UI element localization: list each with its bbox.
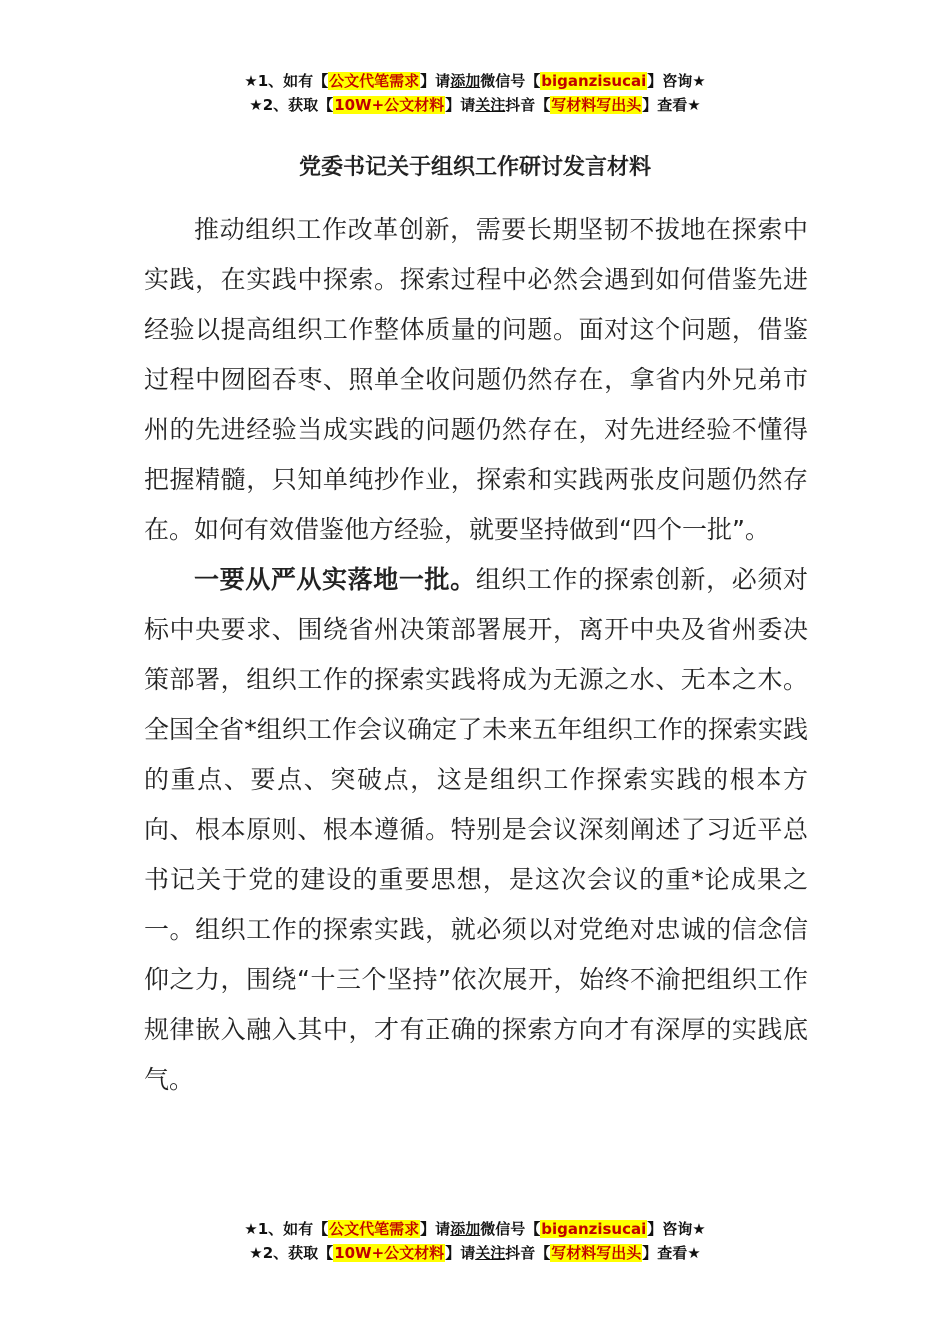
- banner-text: ★2、获取【: [249, 1244, 334, 1262]
- footer-banner: [0, 1217, 950, 1265]
- banner-underline: 添加: [450, 1220, 481, 1238]
- banner-underline: 关注: [475, 96, 506, 114]
- banner-line-2: [0, 1241, 950, 1265]
- banner-underline: 添加: [450, 72, 481, 90]
- banner-highlight: 公文代笔需求: [329, 1220, 420, 1238]
- banner-text: 】查看★: [642, 96, 701, 114]
- document-title: 党委书记关于组织工作研讨发言材料: [298, 155, 651, 180]
- banner-highlight: 公文代笔需求: [329, 72, 420, 90]
- paragraph-lead: 一要从严从实落地一批。: [194, 565, 476, 594]
- banner-line-1: [0, 1217, 950, 1241]
- banner-line-2: [0, 93, 950, 117]
- banner-text: 】请: [445, 1244, 476, 1262]
- banner-highlight: 10W+公文材料: [334, 96, 445, 114]
- banner-highlight: 写材料写出头: [551, 96, 642, 114]
- banner-highlight: 写材料写出头: [551, 1244, 642, 1262]
- banner-highlight: biganzisucai: [541, 72, 647, 90]
- banner-underline: 关注: [475, 1244, 506, 1262]
- banner-highlight: biganzisucai: [541, 1220, 647, 1238]
- banner-text: ★1、如有【: [244, 72, 329, 90]
- banner-text: 】请: [445, 96, 476, 114]
- banner-text: 微信号【: [480, 1220, 541, 1238]
- banner-text: 】请: [420, 72, 451, 90]
- banner-text: 微信号【: [480, 72, 541, 90]
- banner-text: 】咨询★: [647, 72, 706, 90]
- banner-line-1: [0, 69, 950, 93]
- banner-text: 】请: [420, 1220, 451, 1238]
- banner-text: 】咨询★: [647, 1220, 706, 1238]
- banner-highlight: 10W+公文材料: [334, 1244, 445, 1262]
- paragraph-text: 组织工作的探索创新，必须对标中央要求、围绕省州决策部署展开，离开中央及省州委决策部署，组织工作的探索实践将成为无源之水、无本之木。全国全省*组织工作会议确定了未来五年组织工作的探索实践的重点、要点、突破点，这是组织工作探索实践的根本方向、根本原则、根本遵循。特别是会议深刻阐述了习近平总书记关于党的建设的重要思想，是这次会议的重*论成果之一。组织工作的探索实践，就必须以对党绝对忠诚的信念信仰之力，围绕“十三个坚持”依次展开，始终不渝把组织工作规律嵌入融入其中，才有正确的探索方向才有深厚的实践底气。: [144, 565, 808, 1094]
- document-body: [144, 205, 808, 1105]
- banner-text: ★1、如有【: [244, 1220, 329, 1238]
- banner-text: ★2、获取【: [249, 96, 334, 114]
- banner-text: 抖音【: [505, 1244, 551, 1262]
- paragraph-2: [144, 555, 808, 1105]
- header-banner: [0, 69, 950, 117]
- paragraph-1: 推动组织工作改革创新，需要长期坚韧不拔地在探索中实践，在实践中探索。探索过程中必然会遇到如何借鉴先进经验以提高组织工作整体质量的问题。面对这个问题，借鉴过程中囫囵吞枣、照单全收问题仍然存在，拿省内外兄弟市州的先进经验当成实践的问题仍然存在，对先进经验不懂得把握精髓，只知单纯抄作业，探索和实践两张皮问题仍然存在。如何有效借鉴他方经验，就要坚持做到“四个一批”。: [144, 215, 808, 544]
- banner-text: 】查看★: [642, 1244, 701, 1262]
- banner-text: 抖音【: [505, 96, 551, 114]
